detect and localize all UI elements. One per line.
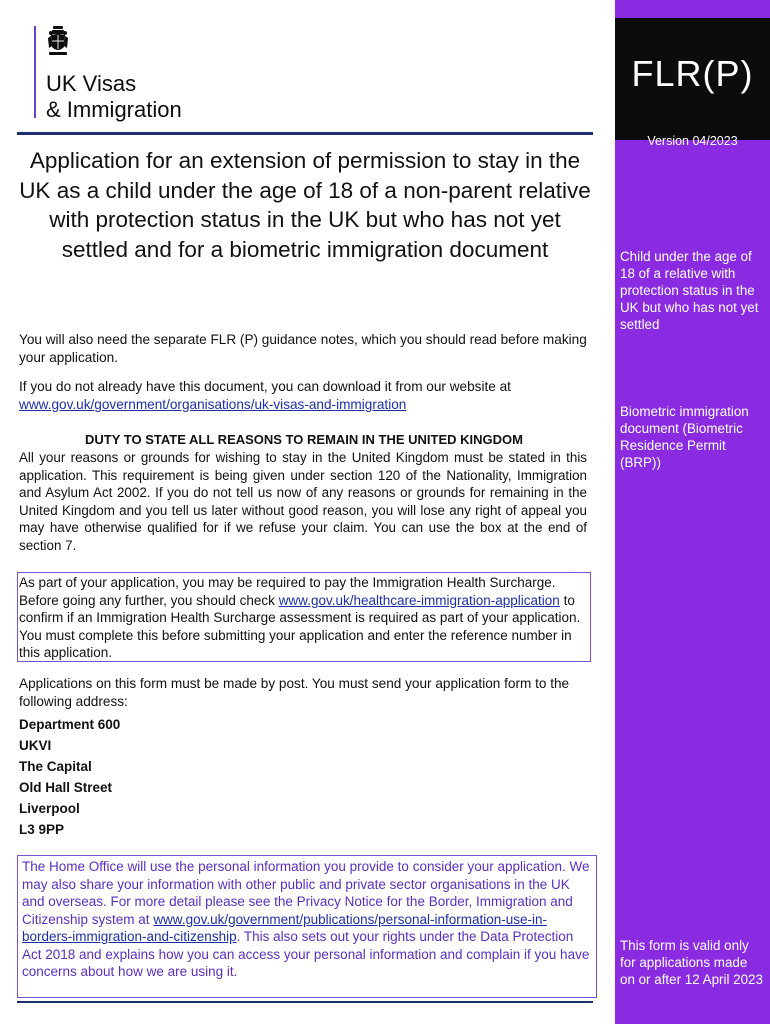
form-code: FLR(P) bbox=[631, 53, 754, 94]
guidance-notice: You will also need the separate FLR (P) guidance notes, which you should read before making your application. bbox=[19, 332, 587, 365]
privacy-link[interactable]: www.gov.uk/government/publications/personal-information-use-in-borders-immigration-and-citizenship bbox=[22, 911, 548, 944]
address-line: Department 600 bbox=[19, 717, 121, 732]
postal-instructions: Applications on this form must be made by post. You must send your application form to the following address: bbox=[19, 676, 570, 709]
address-line: L3 9PP bbox=[19, 822, 65, 837]
ukvi-website-link[interactable]: www.gov.uk/government/organisations/uk-visas-and-immigration bbox=[19, 396, 407, 412]
address-line: Liverpool bbox=[19, 801, 80, 816]
ihs-text-before: As part of your application, you may be required to pay the Immigration Health Surcharge. Before going any further, you should check bbox=[19, 575, 556, 608]
address-line: The Capital bbox=[19, 759, 92, 774]
address-line: Old Hall Street bbox=[19, 780, 113, 795]
sidebar-validity: This form is valid only for applications made on or after 12 April 2023 bbox=[620, 938, 763, 987]
sidebar-top-strip bbox=[615, 0, 770, 18]
ihs-link[interactable]: www.gov.uk/healthcare-immigration-application bbox=[278, 592, 560, 608]
footer-divider bbox=[17, 1001, 593, 1003]
address-line: UKVI bbox=[19, 738, 52, 753]
privacy-notice-box bbox=[17, 855, 597, 998]
sidebar-category: Child under the age of 18 of a relative with protection status in the UK but who has not yet settled bbox=[620, 249, 759, 332]
sidebar bbox=[615, 0, 770, 1024]
header-divider bbox=[17, 132, 593, 135]
duty-heading: DUTY TO STATE ALL REASONS TO REMAIN IN THE UNITED KINGDOM bbox=[85, 432, 523, 447]
royal-crest-icon bbox=[46, 26, 70, 58]
sidebar-document: Biometric immigration document (Biometric Residence Permit (BRP)) bbox=[620, 404, 749, 470]
form-title: Application for an extension of permission to stay in the UK as a child under the age of 18 of a non-parent relative with protection status in the UK but who has not yet settled and for a biometric immigration document bbox=[19, 148, 591, 262]
logo-line-2: & Immigration bbox=[46, 97, 182, 122]
form-code-panel bbox=[615, 18, 770, 148]
ihs-notice-box bbox=[17, 572, 591, 662]
form-version: Version 04/2023 bbox=[647, 134, 738, 148]
privacy-text-after: . This also sets out your rights under the Data Protection Act 2018 and explains how you can access your personal information and complain if you have concerns about how we are using it. bbox=[22, 929, 590, 979]
privacy-text-before: The Home Office will use the personal information you provide to consider your application. We may also share your information with other public and private sector organisations in the UK and overseas. For more detail please see the Privacy Notice for the Border, Immigration and Citizenship system at bbox=[22, 859, 590, 927]
ihs-text-after: to confirm if an Immigration Health Surcharge assessment is required as part of your application. You must complete this before submitting your application and enter the reference number in this application. bbox=[19, 592, 581, 660]
logo-line-1: UK Visas bbox=[46, 71, 137, 96]
download-notice bbox=[19, 378, 589, 413]
logo-wordmark bbox=[46, 71, 182, 123]
download-text: If you do not already have this document, you can download it from our website at bbox=[19, 379, 511, 394]
duty-body: All your reasons or grounds for wishing to stay in the United Kingdom must be stated in this application. This requirement is being given under section 120 of the Nationality, Immigration and Asylum Act 2002. If you do not tell us now of any reasons or grounds for remaining in the United Kingdom and you tell us later without good reason, you will lose any right of appeal you may have otherwise qualified for if we refuse your claim. You can use the box at the end of section 7. bbox=[19, 450, 587, 553]
postal-address bbox=[19, 716, 120, 842]
logo-bar bbox=[34, 26, 36, 118]
